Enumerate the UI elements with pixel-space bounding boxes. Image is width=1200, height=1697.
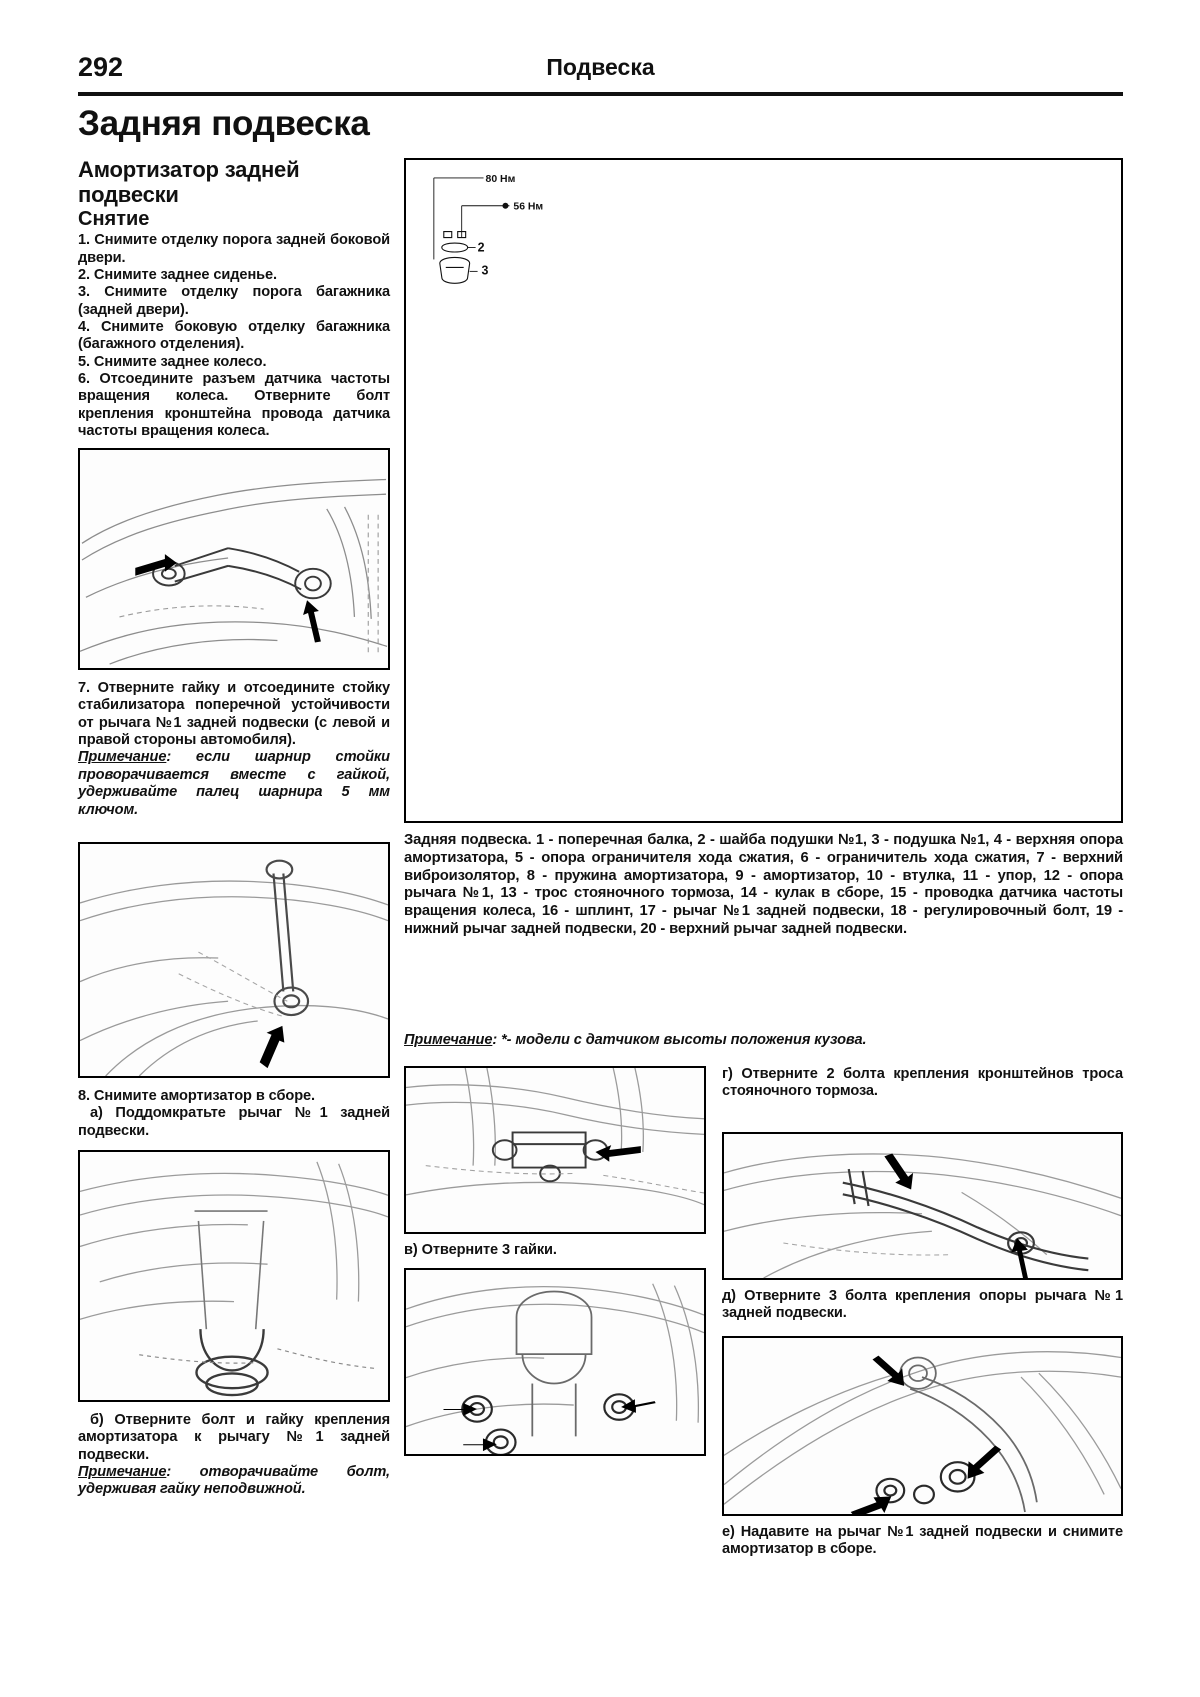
svg-text:56 Нм: 56 Нм: [513, 201, 544, 213]
photo-damper-lower-mount: [78, 842, 390, 1078]
diagram-caption: Задняя подвеска. 1 - поперечная балка, 2 - шайба подушки №1, 3 - подушка №1, 4 - верхняя опора амортизатора, 5 - опора ограничителя хода сжатия, 6 - ограничитель хода сжатия, 7 - верхний виброизолятор, 8 - пружина амортизатора, 9 - амортизатор, 10 - втулка, 11 - упор, 12 - опора рычага №1, 13 - трос стояночного тормоза, 14 - кулак в сборе, 15 - проводка датчика частоты вращения колеса, 16 - шплинт, 17 - рычаг №1 задней подвески, 18 - регулировочный болт, 19 - нижний рычаг задней подвески, 20 - верхний рычаг задней подвески.: [404, 832, 1123, 937]
step-8a: а) Поддомкратьте рычаг №1 задней подвески.: [78, 1105, 390, 1139]
note-7-text: : если шарнир стойки проворачивается вместе с гайкой, удерживайте палец шарнира 5 мм ключом.: [78, 749, 390, 818]
diagram-note: [404, 1032, 1123, 1049]
step-8b-block: [78, 1412, 390, 1499]
note-7-label: Примечание: [78, 749, 167, 766]
photo-v-art: [406, 1068, 704, 1232]
arrow-upright-icon: [851, 1496, 892, 1514]
photo-1-art: [80, 450, 388, 668]
section-title: Подвеска: [546, 54, 655, 80]
page-header: [78, 52, 1123, 98]
photo-v2-art: [406, 1270, 704, 1454]
arrow-downleft-icon: [873, 1356, 905, 1386]
svg-text:80 Нм: 80 Нм: [485, 173, 516, 185]
diagram-note-label: Примечание: [404, 1032, 493, 1048]
left-column: [78, 158, 390, 441]
step-3: 3. Снимите отделку порога багажника (задней двери).: [78, 284, 390, 318]
arrow-left-icon: [621, 1399, 656, 1413]
photo-g-art: [724, 1134, 1121, 1278]
step-7-block: [78, 680, 390, 819]
arrow-upright-icon: [260, 1026, 285, 1068]
photo-d-art: [724, 1338, 1121, 1514]
step-4: 4. Снимите боковую отделку багажника (багажного отделения).: [78, 319, 390, 353]
page-title: Задняя подвеска: [78, 104, 370, 143]
step-6: 6. Отсоедините разъем датчика частоты вращения колеса. Отверните болт крепления кронштейна провода датчика частоты вращения колеса.: [78, 371, 390, 440]
photo-3-art: [80, 1152, 388, 1400]
arrow-left-icon: [595, 1145, 640, 1162]
note-8-text: : отворачивайте болт, удерживая гайку неподвижной.: [78, 1464, 390, 1498]
photo-parking-brake-cable: [722, 1132, 1123, 1280]
note-7: [78, 749, 390, 818]
photo-damper-assembly: [78, 1150, 390, 1402]
step-5: 5. Снимите заднее колесо.: [78, 353, 267, 370]
photo-damper-top-nuts: [404, 1268, 706, 1456]
photo-stabilizer-link: [78, 448, 390, 670]
step-2: 2. Снимите заднее сиденье.: [78, 266, 278, 283]
step-d: д) Отверните 3 болта крепления опоры рычага №1 задней подвески.: [722, 1288, 1123, 1322]
step-8-block: [78, 1088, 390, 1140]
photo-three-nuts: [404, 1066, 706, 1234]
step-7: 7. Отверните гайку и отсоедините стойку стабилизатора поперечной устойчивости от рычага №1 задней подвески (с левой и правой стороны автомобиля).: [78, 680, 390, 749]
arrow-left-icon: [135, 554, 176, 576]
arrow-right-icon: [463, 1438, 497, 1451]
exploded-diagram: [404, 158, 1123, 823]
subsection-title: Амортизатор задней подвески: [78, 157, 300, 207]
step-8b: б) Отверните болт и гайку крепления амортизатора к рычагу №1 задней подвески.: [78, 1412, 390, 1463]
diagram-art: [406, 160, 1121, 821]
note-8: [78, 1464, 390, 1499]
arrow-up-icon: [303, 600, 321, 642]
step-1: 1. Снимите отделку порога задней боковой двери.: [78, 232, 390, 266]
svg-text:3: 3: [481, 263, 489, 278]
step-e: е) Надавите на рычаг №1 задней подвески и снимите амортизатор в сборе.: [722, 1524, 1123, 1558]
procedure-heading: Снятие: [78, 208, 150, 231]
page-number: 292: [78, 52, 124, 82]
photo-arm-support-bolts: [722, 1336, 1123, 1516]
svg-text:2: 2: [477, 240, 485, 255]
photo-2-art: [80, 844, 388, 1076]
note-8-label: Примечание: [78, 1464, 167, 1481]
step-8: 8. Снимите амортизатор в сборе.: [78, 1088, 315, 1104]
diagram-note-text: : *- модели с датчиком высоты положения кузова.: [492, 1032, 867, 1048]
arrow-downleft-icon: [968, 1446, 1002, 1479]
header-rule: [78, 92, 1123, 96]
step-g: г) Отверните 2 болта крепления кронштейнов троса стояночного тормоза.: [722, 1066, 1123, 1100]
step-v: в) Отверните 3 гайки.: [404, 1242, 557, 1258]
